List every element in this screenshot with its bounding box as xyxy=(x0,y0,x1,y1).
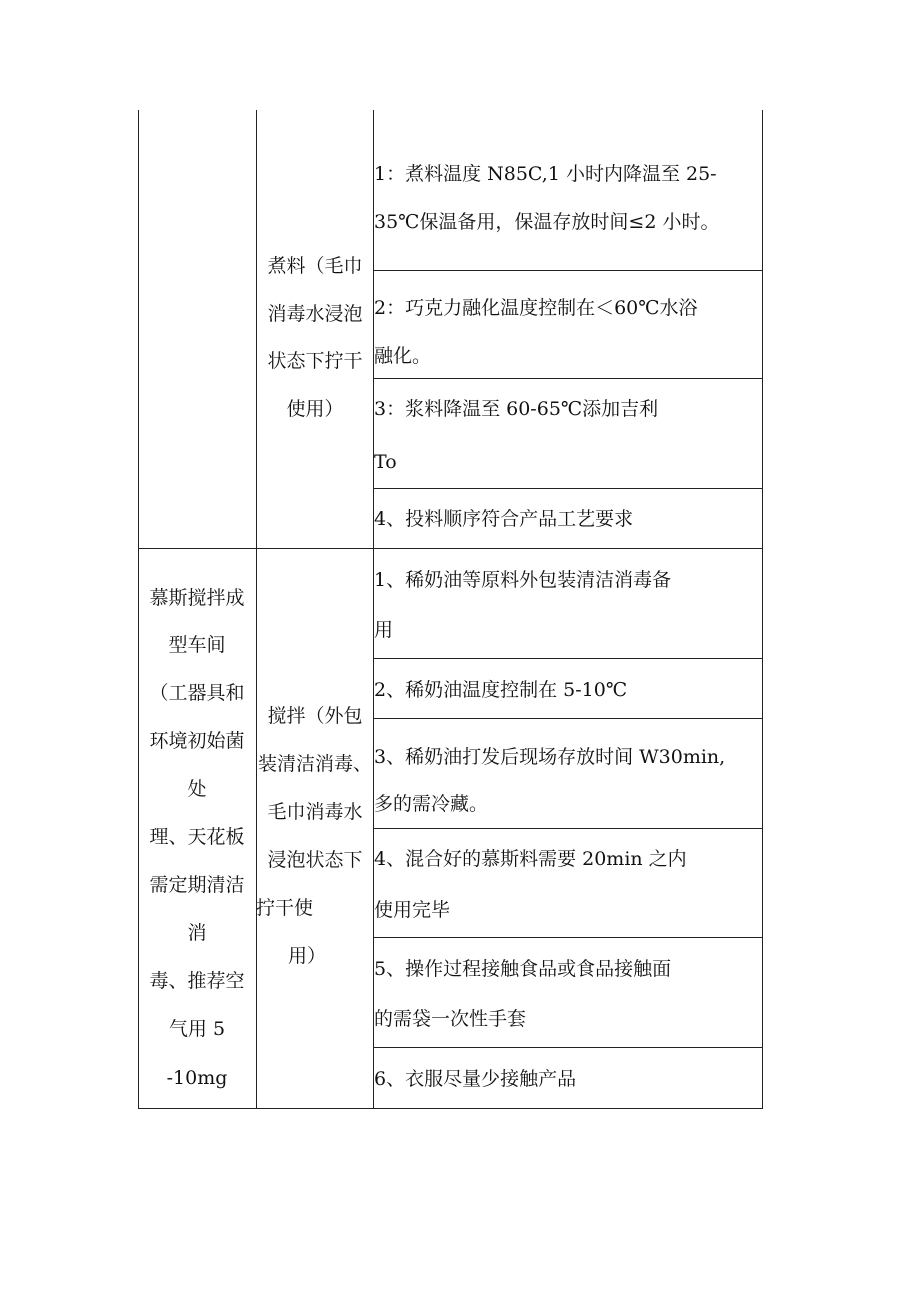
process-line: 使用） xyxy=(286,398,344,420)
location-line: -10mg xyxy=(166,1067,228,1089)
requirement-line: 使用完毕 xyxy=(374,899,451,921)
requirement-line: 2：巧克力融化温度控制在＜60℃水浴 xyxy=(374,297,698,319)
location-line: 需定期清洁 xyxy=(149,874,245,896)
location-line: 环境初始菌 xyxy=(149,730,245,752)
row-border xyxy=(373,828,763,829)
requirement-line: 用 xyxy=(374,619,394,641)
location-line: 慕斯搅拌成 xyxy=(149,587,245,609)
requirement-line: 3：浆料降温至 60-65℃添加吉利 xyxy=(374,398,659,420)
location-line: 理、天花板 xyxy=(149,826,245,848)
requirement-line: 4、混合好的慕斯料需要 20min 之内 xyxy=(374,848,687,870)
requirement-line: 融化。 xyxy=(374,345,432,367)
requirement-line: 5、操作过程接触食品或食品接触面 xyxy=(374,958,672,980)
process-line: 状态下拧干 xyxy=(267,350,363,372)
requirement-line: 的需袋一次性手套 xyxy=(374,1008,527,1030)
table-border-right xyxy=(762,110,763,1109)
location-line: 处 xyxy=(187,778,207,800)
requirement-line: To xyxy=(374,451,397,473)
location-line: 气用 5 xyxy=(168,1018,226,1040)
row-border xyxy=(373,270,763,271)
requirement-line: 3、稀奶油打发后现场存放时间 W30min, xyxy=(374,746,726,768)
requirement-line: 35℃保温备用，保温存放时间≤2 小时。 xyxy=(374,211,720,233)
location-line: 毒、推荐空 xyxy=(149,970,245,992)
row-border xyxy=(373,1047,763,1048)
section-border xyxy=(138,548,763,549)
process-line: 用） xyxy=(288,945,327,967)
requirement-line: 2、稀奶油温度控制在 5-10℃ xyxy=(374,679,628,701)
process-line: 搅拌（外包 xyxy=(267,705,363,727)
process-line: 拧干使 xyxy=(256,897,314,919)
location-line: 型车间 xyxy=(168,634,226,656)
process-line: 毛巾消毒水 xyxy=(267,801,363,823)
requirement-line: 4、投料顺序符合产品工艺要求 xyxy=(374,508,634,530)
requirement-line: 6、衣服尽量少接触产品 xyxy=(374,1068,577,1090)
requirement-line: 1、稀奶油等原料外包装清洁消毒备 xyxy=(374,569,672,591)
table-border-bottom xyxy=(138,1108,763,1109)
row-border xyxy=(373,937,763,938)
process-line: 煮料（毛巾 xyxy=(267,255,363,277)
row-border xyxy=(373,718,763,719)
row-border xyxy=(373,488,763,489)
location-line: 消 xyxy=(187,922,207,944)
location-line: （工器具和 xyxy=(149,682,245,704)
requirement-line: 多的需冷藏。 xyxy=(374,793,489,815)
process-line: 浸泡状态下 xyxy=(267,849,363,871)
requirement-line: 1：煮料温度 N85C,1 小时内降温至 25- xyxy=(374,163,717,185)
row-border xyxy=(373,378,763,379)
process-line: 装清洁消毒、 xyxy=(257,753,372,775)
row-border xyxy=(373,658,763,659)
process-line: 消毒水浸泡 xyxy=(267,303,363,325)
